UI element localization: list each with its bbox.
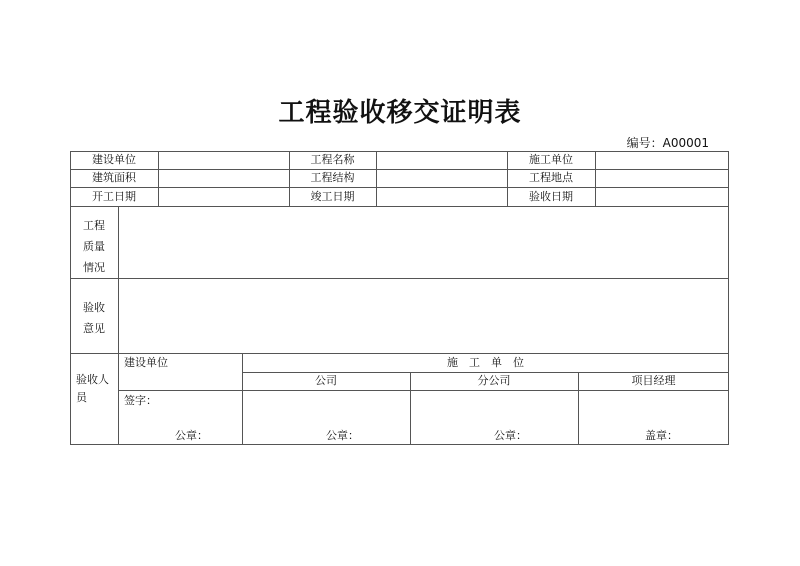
label-acceptance-date: 验收日期: [529, 190, 573, 203]
header-contractor-unit: 施 工 单 位: [447, 356, 524, 369]
label-acceptance-staff: [71, 371, 122, 407]
col-divider: [158, 151, 159, 206]
row-divider: [118, 390, 729, 391]
label-builder: 建设单位: [92, 153, 136, 166]
seal-label-company: 公章：: [326, 429, 359, 442]
acceptance-label-line: 员: [76, 391, 87, 404]
label-start-date: 开工日期: [92, 190, 136, 203]
form-table: [70, 151, 729, 445]
quality-label-line: 工程: [83, 219, 105, 232]
row-divider: [70, 169, 729, 170]
page-title: 工程验收移交证明表: [278, 98, 522, 128]
row-divider: [70, 278, 729, 279]
seal-label-branch: 公章：: [494, 429, 527, 442]
label-project-name: 工程名称: [310, 153, 355, 166]
row-divider: [70, 206, 729, 207]
opinion-label-line: 意见: [83, 322, 105, 335]
opinion-label-line: 验收: [83, 301, 105, 314]
serial-label: 编号：: [626, 136, 663, 150]
row-divider: [70, 353, 729, 354]
label-building-area: 建筑面积: [92, 171, 136, 184]
col-divider: [118, 206, 119, 445]
label-opinion: [71, 297, 117, 339]
seal-label-manager: 盖章：: [645, 429, 678, 442]
seal-label-builder: 公章：: [175, 429, 208, 442]
label-completion-date: 竣工日期: [310, 190, 355, 203]
label-quality: [71, 215, 117, 278]
subheader-branch: 分公司: [477, 374, 511, 387]
quality-label-line: 质量: [83, 240, 105, 253]
label-location: 工程地点: [529, 171, 573, 184]
subheader-project-manager: 项目经理: [631, 374, 676, 387]
serial-value: A00001: [662, 136, 709, 150]
header-builder-unit: 建设单位: [124, 356, 168, 369]
acceptance-label-line: 验收人: [76, 373, 109, 386]
quality-label-line: 情况: [83, 261, 105, 274]
subheader-company: 公司: [315, 374, 337, 387]
label-structure: 工程结构: [310, 171, 355, 184]
col-divider: [595, 151, 596, 206]
serial-number: [623, 134, 709, 151]
row-divider: [70, 187, 729, 188]
label-contractor: 施工单位: [529, 153, 573, 166]
sign-label: 签字：: [124, 394, 157, 407]
col-divider: [376, 151, 377, 206]
